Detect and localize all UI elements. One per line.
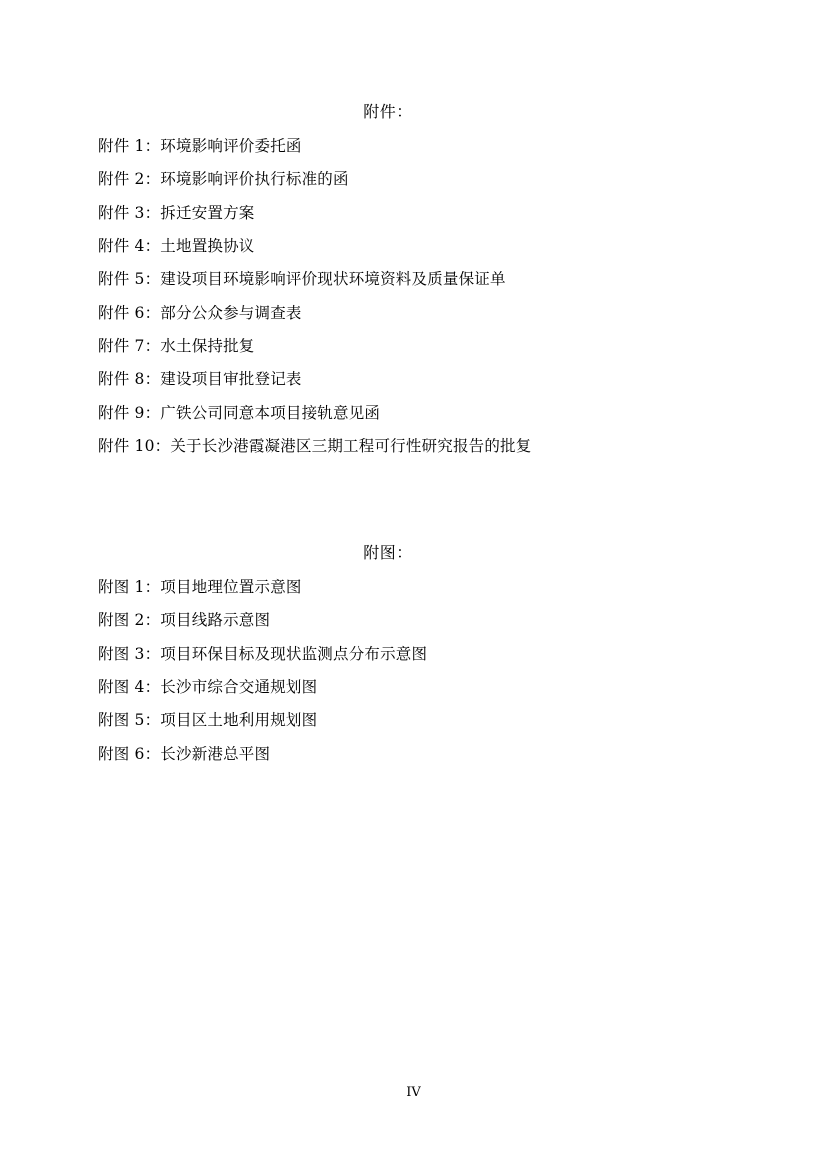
list-item: 附图 3：项目环保目标及现状监测点分布示意图 [98,644,428,663]
section-spacer [98,463,738,541]
list-item: 附图 4：长沙市综合交通规划图 [98,678,318,697]
list-item: 附件 3：拆迁安置方案 [98,203,255,222]
list-item: 附件 6：部分公众参与调查表 [98,303,302,322]
figures-section [98,541,738,771]
document-body [98,100,738,771]
figures-heading: 附图： [363,543,413,563]
list-item: 附件 7：水土保持批复 [98,336,255,355]
list-item: 附件 2：环境影响评价执行标准的函 [98,170,349,189]
page-number: IV [406,1085,421,1100]
list-item: 附件 5：建设项目环境影响评价现状环境资料及质量保证单 [98,270,506,289]
list-item: 附图 5：项目区土地利用规划图 [98,711,318,730]
list-item: 附图 1：项目地理位置示意图 [98,578,302,597]
attachments-section [98,100,738,463]
attachments-list [98,130,738,463]
figures-list [98,571,738,771]
list-item: 附件 1：环境影响评价委托函 [98,137,302,155]
list-item: 附图 2：项目线路示意图 [98,611,271,630]
list-item: 附件 8：建设项目审批登记表 [98,370,302,389]
list-item: 附件 10：关于长沙港霞凝港区三期工程可行性研究报告的批复 [98,436,532,455]
list-item: 附图 6：长沙新港总平图 [98,744,271,763]
attachments-heading: 附件： [363,102,413,121]
list-item: 附件 9：广铁公司同意本项目接轨意见函 [98,403,381,422]
list-item: 附件 4：土地置换协议 [98,236,255,255]
